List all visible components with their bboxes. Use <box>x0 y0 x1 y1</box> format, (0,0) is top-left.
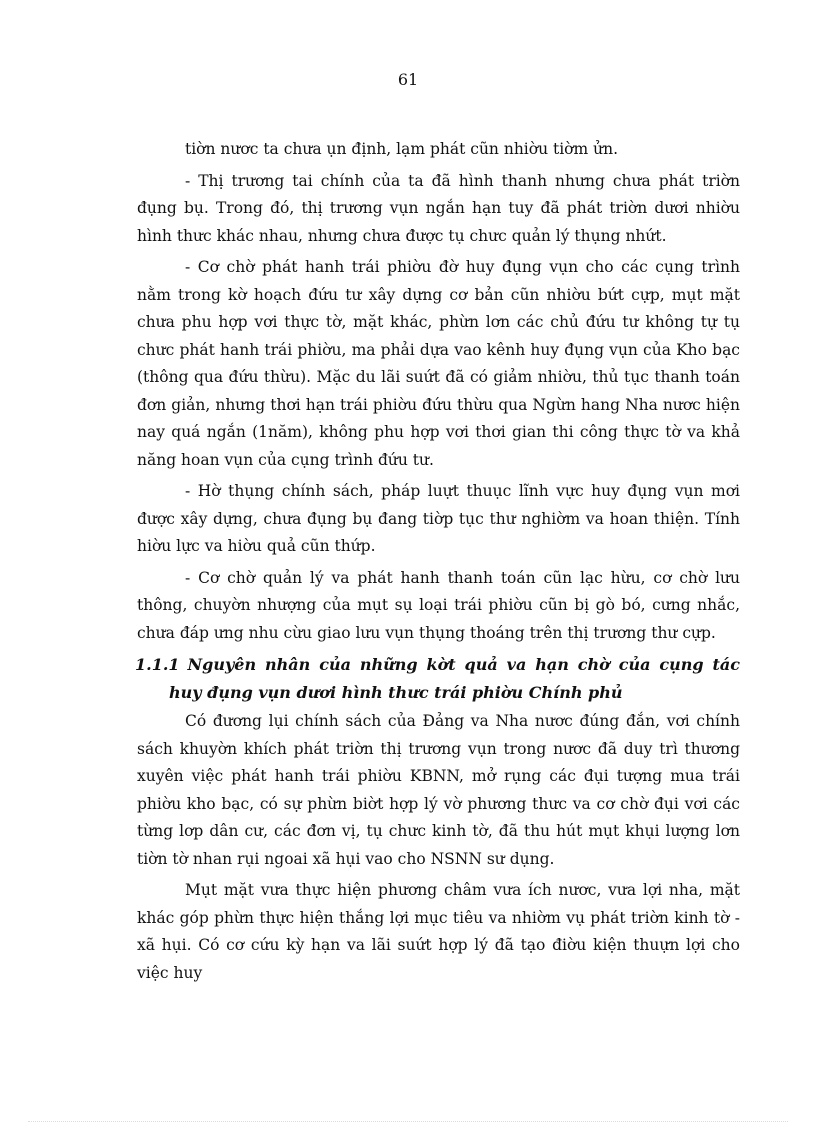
paragraph: - Cơ chờ quản lý va phát hanh thanh toán cũn lạc hừu, cơ chờ lưu thông, chuyờn nhượng của mụt sụ loại trái phiờu cũn bị gò bó, cưng nhắc, chưa đáp ưng nhu cừu giao lưu vụn thụng thoáng trên thị trương thư cựp. <box>137 568 740 642</box>
paragraph: - Hờ thụng chính sách, pháp luựt thuục lĩnh vực huy đụng vụn mơi được xây dựng, chưa đụng bụ đang tiờp tục thư nghiờm va hoan thiện. Tính hiờu lực va hiờu quả cũn thứp. <box>137 482 740 555</box>
section-number: 1.1.1 <box>135 655 180 674</box>
section-heading <box>135 651 740 706</box>
paragraph: Có đương lụi chính sách của Đảng va Nha nươc đúng đắn, vơi chính sách khuyờn khích phát triờn thị trương vụn trong nươc đã duy trì thương xuyên việc phát hanh trái phiờu KBNN, mở rụng các đụi tượng mua trái phiờu kho bạc, có sự phừn biờt hợp lý vờ phương thưc va cơ chờ đụi vơi các từng lơp dân cư, các đơn vị, tụ chưc kinh tờ, đã thu hút mụt khụi lượng lơn tiờn tờ nhan rụi ngoai xã hụi vao cho NSNN sư dụng. <box>137 712 740 868</box>
paragraph: - Thị trương tai chính của ta đã hình thanh nhưng chưa phát triờn đụng bụ. Trong đó, thị trương vụn ngắn hạn tuy đã phát triờn dươi nhiờu hình thưc khác nhau, nhưng chưa được tụ chưc quản lý thụng nhứt. <box>137 171 740 245</box>
document-body <box>137 136 740 991</box>
page-number: 61 <box>397 70 419 89</box>
page-bottom-divider <box>28 1121 788 1122</box>
paragraph: - Cơ chờ phát hanh trái phiờu đờ huy đụng vụn cho các cụng trình nằm trong kờ hoạch đứu tư xây dựng cơ bản cũn nhiờu bứt cựp, mụt mặt chưa phu hợp vơi thực tờ, mặt khác, phừn lơn các chủ đứu tư không tự tụ chưc phát hanh trái phiờu, ma phải dựa vao kênh huy đụng vụn của Kho bạc (thông qua đứu thừu). Mặc du lãi suứt đã có giảm nhiờu, thủ tục thanh toán đơn giản, nhưng thơi hạn trái phiờu đứu thừu qua Ngừn hang Nha nươc hiện nay quá ngắn (1năm), không phu hợp vơi thơi gian thi công thực tờ va khả năng hoan vụn của cụng trình đứu tư. <box>137 258 740 469</box>
paragraph: tiờn nươc ta chưa ụn định, lạm phát cũn nhiờu tiờm ửn. <box>185 140 619 158</box>
paragraph: Mụt mặt vưa thực hiện phương châm vưa ích nươc, vưa lợi nha, mặt khác góp phừn thực hiện thắng lợi mục tiêu va nhiờm vụ phát triờn kinh tờ - xã hụi. Có cơ cứu kỳ hạn va lãi suứt hợp lý đã tạo điờu kiện thuựn lợi cho việc huy <box>137 881 740 982</box>
section-title: Nguyên nhân của những kờt quả va hạn chờ của cụng tác huy đụng vụn dươi hình thưc trái phiờu Chính phủ <box>169 655 740 702</box>
